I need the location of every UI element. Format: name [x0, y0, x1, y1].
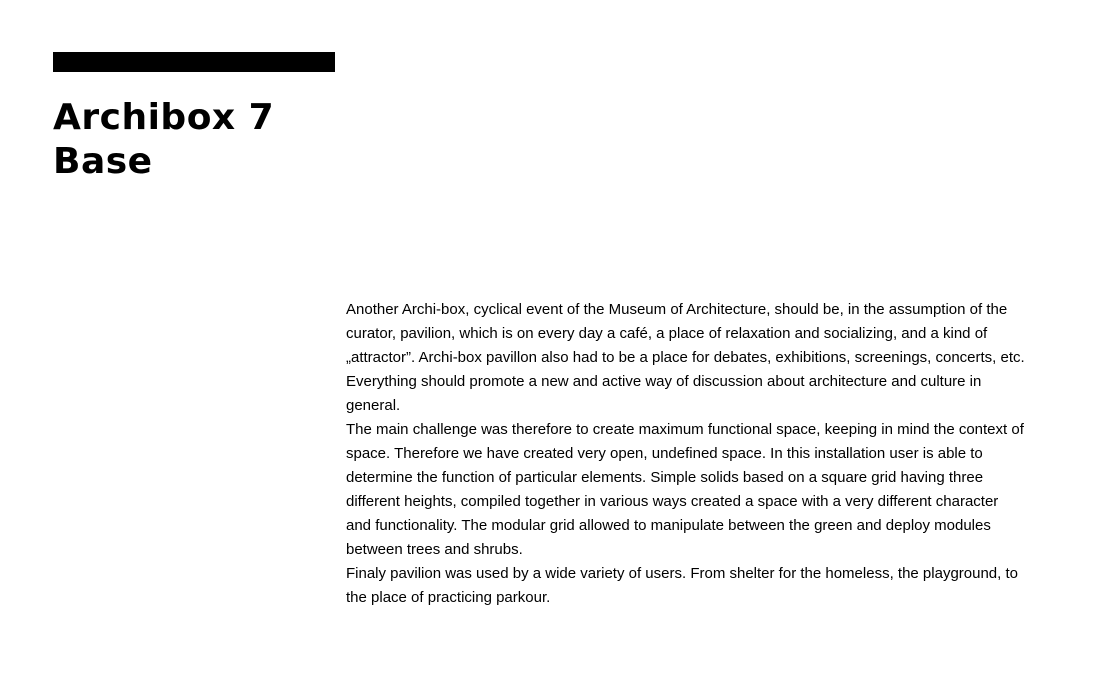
- title-accent-bar: [53, 52, 335, 72]
- description-paragraph-2: The main challenge was therefore to create maximum functional space, keeping in mind the context of space. Therefore we have created very open, undefined space. In this installation user is able to determine the function of particular elements. Simple solids based on a square grid having three different heights, compiled together in various ways created a space with a very different character and functionality. The modular grid allowed to manipulate between the green and deploy modules between trees and shrubs.: [346, 421, 1024, 558]
- page-title-line-1: Archibox 7: [53, 97, 275, 138]
- description-text: [346, 298, 1026, 610]
- description-paragraph-3: Finaly pavilion was used by a wide variety of users. From shelter for the homeless, the playground, to the place of practicing parkour.: [346, 565, 1018, 606]
- page-title-line-2: Base: [53, 141, 153, 182]
- page-title: [53, 96, 274, 184]
- description-paragraph-1: Another Archi-box, cyclical event of the Museum of Architecture, should be, in the assumption of the curator, pavilion, which is on every day a café, a place of relaxation and socializing, and a kind of „attractor”. Archi-box pavillon also had to be a place for debates, exhibitions, screenings, concerts, etc. Everything should promote a new and active way of discussion about architecture and culture in general.: [346, 301, 1025, 414]
